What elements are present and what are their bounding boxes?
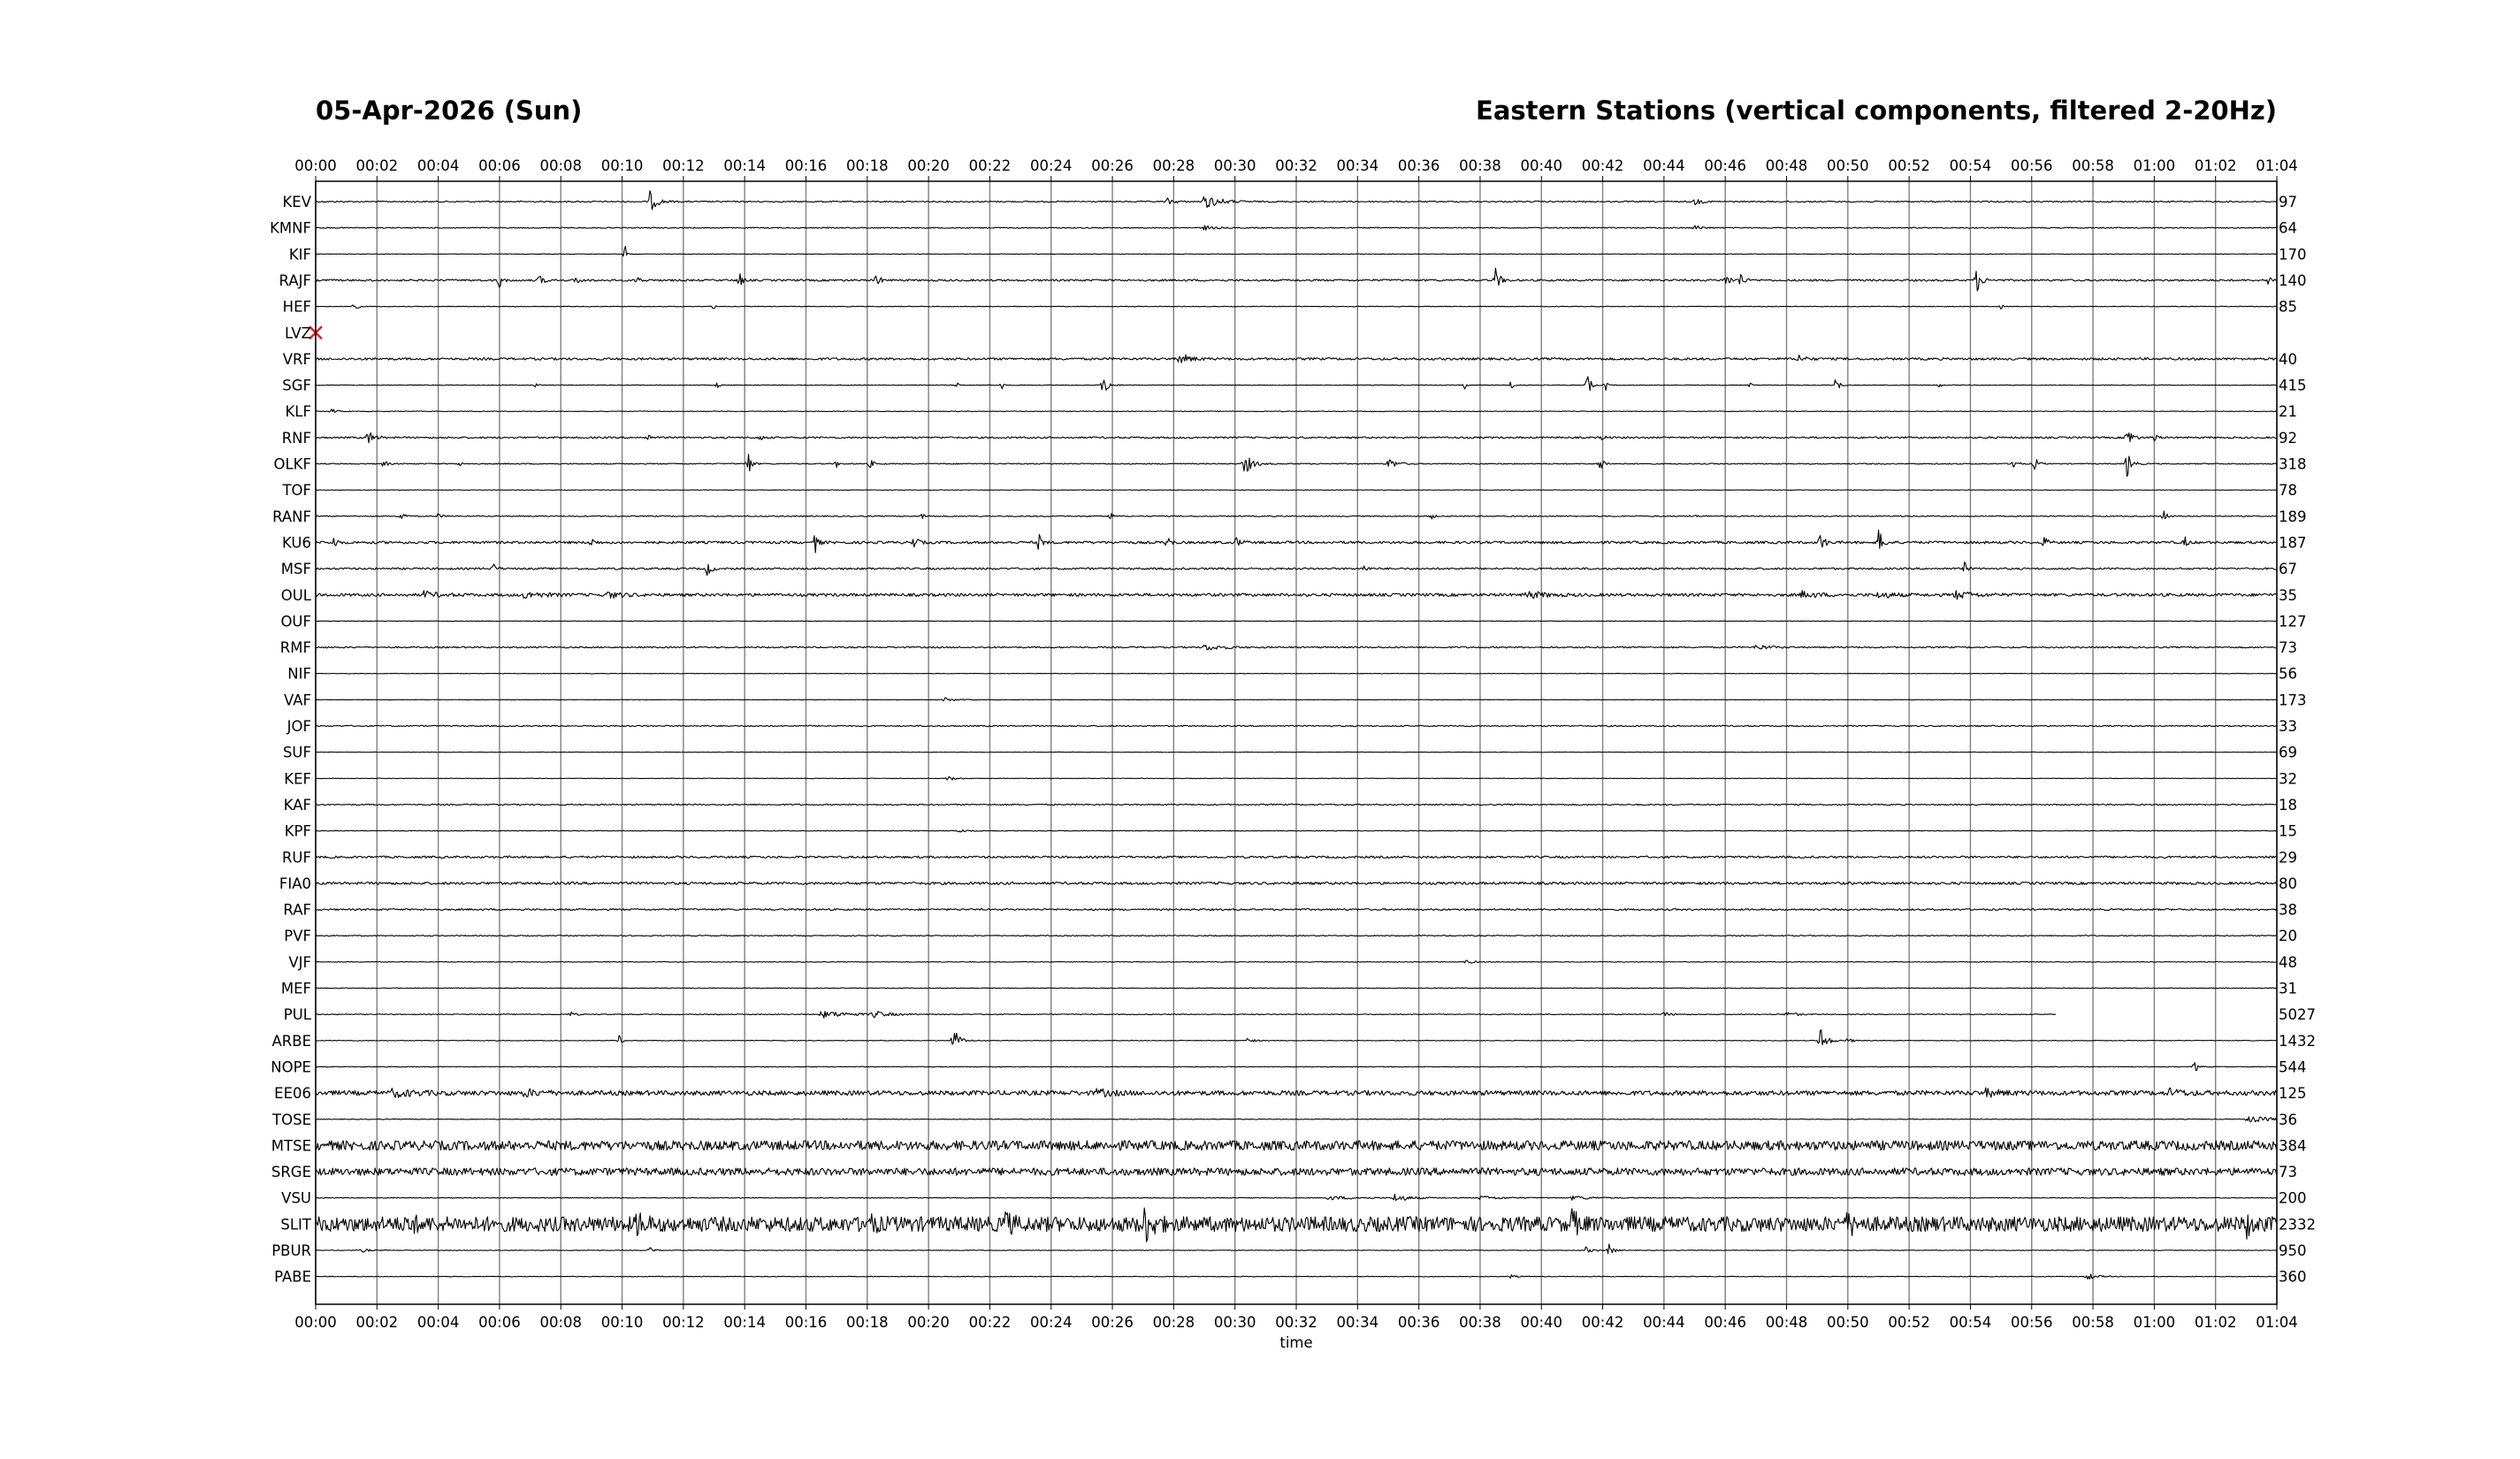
station-scale: 67 <box>2279 561 2297 578</box>
x-tick-label-top: 00:44 <box>1643 157 1685 174</box>
x-tick-label-top: 01:02 <box>2194 157 2237 174</box>
x-tick-label-top: 00:32 <box>1275 157 1317 174</box>
x-tick-label-bottom: 00:04 <box>416 1314 460 1331</box>
station-scale: 1432 <box>2279 1032 2316 1050</box>
x-tick-label-top: 00:12 <box>662 157 705 174</box>
station-name: FIA0 <box>279 875 311 892</box>
station-name: OLKF <box>273 455 311 473</box>
x-tick-label-bottom: 00:08 <box>539 1314 583 1331</box>
station-name: MTSE <box>271 1137 311 1155</box>
x-tick-label-top: 00:16 <box>784 157 828 174</box>
x-tick-label-top: 00:20 <box>907 157 950 174</box>
x-tick-label-bottom: 00:22 <box>968 1314 1012 1331</box>
station-scale: 140 <box>2279 271 2307 289</box>
x-tick-label-bottom: 00:10 <box>600 1314 644 1331</box>
station-name: MSF <box>280 561 311 578</box>
station-scale: 20 <box>2279 928 2297 945</box>
station-scale: 200 <box>2279 1189 2307 1207</box>
station-scale: 31 <box>2279 980 2297 997</box>
station-scale: 170 <box>2279 246 2307 264</box>
station-name: SRGE <box>271 1164 311 1181</box>
x-tick-label-bottom: 00:02 <box>355 1314 399 1331</box>
station-scale: 32 <box>2279 770 2297 788</box>
station-scale: 80 <box>2279 875 2297 892</box>
x-tick-label-top: 00:18 <box>846 157 889 174</box>
station-name: PBUR <box>271 1242 311 1259</box>
chart-date-title: 05-Apr-2026 (Sun) <box>316 95 583 126</box>
x-tick-label-bottom: 01:02 <box>2194 1314 2237 1331</box>
station-scale: 384 <box>2279 1137 2307 1155</box>
station-name: VRF <box>282 350 311 368</box>
x-tick-label-top: 01:00 <box>2133 157 2176 174</box>
station-scale: 40 <box>2279 350 2297 368</box>
station-scale: 38 <box>2279 901 2297 919</box>
x-tick-label-bottom: 00:28 <box>1152 1314 1195 1331</box>
x-tick-label-bottom: 00:34 <box>1336 1314 1379 1331</box>
x-tick-label-bottom: 00:18 <box>846 1314 889 1331</box>
x-tick-label-top: 00:50 <box>1827 157 1869 174</box>
x-tick-label-top: 00:30 <box>1213 157 1256 174</box>
station-scale: 173 <box>2279 691 2307 709</box>
station-name: VJF <box>288 953 311 971</box>
x-tick-label-bottom: 00:00 <box>294 1314 337 1331</box>
x-tick-label-bottom: 00:20 <box>907 1314 950 1331</box>
station-name: MEF <box>280 980 311 997</box>
station-scale: 18 <box>2279 796 2297 814</box>
station-scale: 544 <box>2279 1058 2307 1076</box>
x-tick-label-bottom: 00:12 <box>662 1314 705 1331</box>
seismic-trace <box>316 988 2277 989</box>
station-scale: 187 <box>2279 534 2307 552</box>
station-name: OUL <box>280 586 311 604</box>
station-scale: 64 <box>2279 219 2297 237</box>
station-scale: 69 <box>2279 744 2297 761</box>
x-tick-label-top: 00:34 <box>1336 157 1379 174</box>
station-scale: 127 <box>2279 613 2307 630</box>
x-tick-label-bottom: 00:44 <box>1643 1314 1685 1331</box>
x-tick-label-top: 00:46 <box>1704 157 1746 174</box>
x-tick-label-top: 00:24 <box>1029 157 1073 174</box>
x-tick-label-bottom: 00:50 <box>1827 1314 1869 1331</box>
station-scale: 189 <box>2279 508 2307 525</box>
x-tick-label-top: 00:10 <box>600 157 644 174</box>
station-name: EE06 <box>274 1085 311 1103</box>
station-scale: 73 <box>2279 639 2297 657</box>
station-name: RAJF <box>279 271 311 289</box>
station-name: KPF <box>284 822 311 840</box>
x-tick-label-top: 00:52 <box>1888 157 1930 174</box>
station-scale: 5027 <box>2279 1006 2316 1024</box>
station-name: PVF <box>284 928 311 945</box>
x-tick-label-bottom: 00:58 <box>2072 1314 2114 1331</box>
x-tick-label-bottom: 00:26 <box>1091 1314 1134 1331</box>
x-axis-label: time <box>1279 1334 1313 1351</box>
x-tick-label-bottom: 00:24 <box>1029 1314 1073 1331</box>
station-scale: 33 <box>2279 718 2297 735</box>
station-name: SUF <box>282 744 311 761</box>
station-name: RNF <box>281 429 311 447</box>
station-scale: 56 <box>2279 665 2297 683</box>
station-name: LVZ <box>285 325 311 342</box>
x-tick-label-bottom: 00:40 <box>1520 1314 1563 1331</box>
station-scale: 85 <box>2279 298 2297 316</box>
x-tick-label-bottom: 00:38 <box>1459 1314 1501 1331</box>
station-scale: 29 <box>2279 849 2297 867</box>
station-name: KAF <box>283 796 311 814</box>
x-tick-label-bottom: 00:54 <box>1949 1314 1992 1331</box>
station-scale: 92 <box>2279 429 2297 447</box>
x-tick-label-top: 00:08 <box>539 157 583 174</box>
x-tick-label-bottom: 01:04 <box>2256 1314 2298 1331</box>
station-name: SGF <box>282 377 311 394</box>
station-scale: 318 <box>2279 455 2307 473</box>
station-name: JOF <box>286 718 311 735</box>
station-name: HEF <box>282 298 311 316</box>
x-tick-label-top: 00:14 <box>723 157 766 174</box>
station-name: ARBE <box>271 1032 311 1050</box>
station-name: KEV <box>282 194 311 210</box>
station-name: SLIT <box>280 1216 311 1234</box>
station-name: RMF <box>279 639 311 657</box>
station-scale: 360 <box>2279 1268 2307 1286</box>
x-tick-label-top: 00:38 <box>1459 157 1501 174</box>
station-scale: 73 <box>2279 1164 2297 1181</box>
x-tick-label-bottom: 00:16 <box>784 1314 828 1331</box>
x-tick-label-top: 00:42 <box>1581 157 1624 174</box>
station-name: KMNF <box>270 219 311 237</box>
x-tick-label-top: 00:28 <box>1152 157 1195 174</box>
x-tick-label-bottom: 00:30 <box>1213 1314 1256 1331</box>
x-tick-label-bottom: 00:52 <box>1888 1314 1930 1331</box>
x-tick-label-top: 00:48 <box>1765 157 1808 174</box>
x-tick-label-bottom: 01:00 <box>2133 1314 2176 1331</box>
x-tick-label-top: 00:56 <box>2010 157 2053 174</box>
x-tick-label-bottom: 00:06 <box>478 1314 521 1331</box>
station-name: TOSE <box>272 1111 311 1128</box>
station-scale: 2332 <box>2279 1216 2316 1234</box>
station-name: RUF <box>281 849 311 867</box>
x-tick-label-bottom: 00:46 <box>1704 1314 1746 1331</box>
x-tick-label-top: 00:26 <box>1091 157 1134 174</box>
station-scale: 950 <box>2279 1242 2307 1259</box>
station-name: KLF <box>285 403 311 421</box>
station-name: NIF <box>287 665 311 683</box>
x-tick-label-top: 00:58 <box>2072 157 2114 174</box>
x-tick-label-bottom: 00:48 <box>1765 1314 1808 1331</box>
x-tick-label-top: 00:00 <box>294 157 337 174</box>
x-tick-label-bottom: 00:36 <box>1397 1314 1440 1331</box>
station-scale: 48 <box>2279 953 2297 971</box>
x-tick-label-top: 00:22 <box>968 157 1012 174</box>
station-name: KIF <box>288 246 311 264</box>
station-scale: 415 <box>2279 377 2307 394</box>
x-tick-label-top: 01:04 <box>2256 157 2298 174</box>
station-name: KEF <box>284 770 311 788</box>
x-tick-label-top: 00:02 <box>355 157 399 174</box>
station-scale: 21 <box>2279 403 2297 421</box>
station-name: TOF <box>282 482 311 500</box>
station-scale: 125 <box>2279 1085 2307 1103</box>
x-tick-label-top: 00:06 <box>478 157 521 174</box>
station-name: RANF <box>272 508 311 525</box>
station-scale: 35 <box>2279 586 2297 604</box>
x-tick-label-bottom: 00:14 <box>723 1314 766 1331</box>
station-name: PABE <box>274 1268 311 1286</box>
x-tick-label-top: 00:40 <box>1520 157 1563 174</box>
x-tick-label-bottom: 00:56 <box>2010 1314 2053 1331</box>
station-name: NOPE <box>271 1058 311 1076</box>
x-tick-label-bottom: 00:32 <box>1275 1314 1317 1331</box>
station-name: VAF <box>283 691 311 709</box>
station-name: PUL <box>283 1006 311 1024</box>
chart-title: Eastern Stations (vertical components, filtered 2-20Hz) <box>1476 95 2277 126</box>
x-tick-label-top: 00:04 <box>416 157 460 174</box>
station-scale: 36 <box>2279 1111 2297 1128</box>
station-name: KU6 <box>282 534 311 552</box>
x-tick-label-top: 00:36 <box>1397 157 1440 174</box>
station-scale: 78 <box>2279 482 2297 500</box>
x-tick-label-bottom: 00:42 <box>1581 1314 1624 1331</box>
station-name: RAF <box>283 901 311 919</box>
station-name: VSU <box>281 1189 311 1207</box>
station-scale: 15 <box>2279 822 2297 840</box>
station-scale: 97 <box>2279 194 2297 210</box>
station-name: OUF <box>280 613 311 630</box>
x-tick-label-top: 00:54 <box>1949 157 1992 174</box>
